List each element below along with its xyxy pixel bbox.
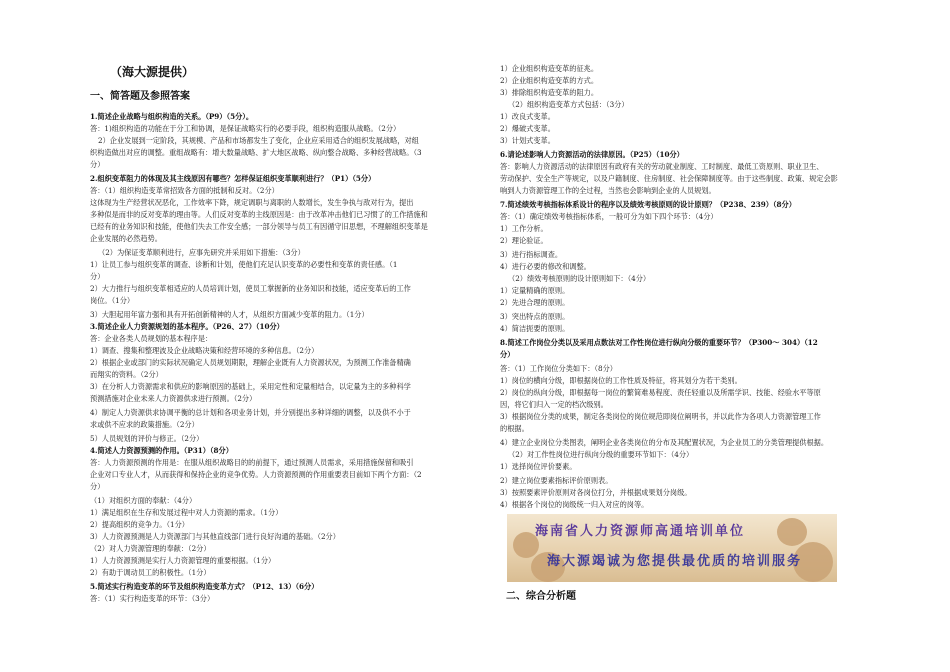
text-line: 分） (90, 272, 105, 281)
heading-line: 3.简述企业人力资源规划的基本程序。（P26、27）（10分） (90, 322, 284, 331)
text-line: 响到人力资源管理工作的全过程，当然也会影响到企业的人员规划。 (500, 186, 716, 195)
heading-line: 一、简答题及参照答案 (90, 91, 190, 102)
text-line: 而翔实的资料。（2分） (90, 370, 163, 379)
text-line: 分） (90, 160, 105, 169)
text-line: 2）理论验证。 (500, 236, 548, 245)
text-line: 这体现为生产经营状况恶化，工作效率下降，规定调职与离职的人数增长，发生争执与敌对行为，提出 (90, 198, 414, 207)
heading-line: （海大源提供） (110, 65, 195, 79)
text-line: 3）大胆起用年富力强和具有开拓创新精神的人才，从组织方面减少变革的阻力。（1分） (90, 310, 369, 319)
banner-line-1: 海南省人力资源师高通培训单位 (535, 524, 746, 539)
text-line: 2）岗位的纵向分级，即根据每一岗位的繁简难易程度、责任轻重以及所需学识、技能、经验水平等原 (500, 388, 821, 397)
text-line: 因，将它们归入一定的档次级别。 (500, 400, 608, 409)
text-line: 5）人员规划的评价与修正。（2分） (90, 434, 204, 443)
banner-line-2: 海大源竭诚为您提供最优质的培训服务 (547, 554, 803, 569)
text-line: 答：1)组织构造的功能在于分工和协调，是保证战略实行的必要手段，组织构造服从战略。（2分） (90, 124, 401, 133)
text-line: 的根据。 (500, 424, 529, 433)
text-line: 答：（1）组织构造变革常招致各方面的抵制和反对。（2分） (90, 186, 279, 195)
text-line: 4）根据各个岗位的岗级统一归入对应的岗等。 (500, 500, 649, 509)
text-line: 答：影响人力资源活动的法律原因有政府有关的劳动就业制度、工时制度、最低工资原则、职业卫生、 (500, 162, 824, 171)
text-line: 3）在分析人力资源需求和供应的影响原因的基础上，采用定性和定量相结合，以定量为主的多种科学 (90, 382, 411, 391)
text-line: 2）大力推行与组织变革相适应的人员培训计划，使员工掌握新的业务知识和技能，适应变革后的工作 (90, 284, 411, 293)
text-line: 劳动保护、安全生产等规定，以及户籍制度、住房制度、社会保障制度等。由于这些制度、政策、规定会影 (500, 174, 838, 183)
text-line: 4）简洁扼要的原则。 (500, 324, 570, 333)
text-line: 1）岗位的横向分级，即根据岗位的工作性质及特征，将其划分为若干类别。 (500, 376, 742, 385)
text-line: 答：企业各类人员规划的基本程序是： (90, 334, 213, 343)
text-line: 2）企业组织构造变革的方式。 (500, 76, 599, 85)
text-line: 3）人力资源预测是人力资源部门与其他直线部门进行良好沟通的基础。（2分） (90, 532, 340, 541)
promo-banner-image (507, 514, 837, 582)
text-line: 3）根据岗位分类的成果，制定各类岗位的岗位规范即岗位阐明书，并以此作为各项人力资源管理工作 (500, 412, 821, 421)
text-line: 2）根据企业或部门的实际状况确定人员规划期限，理解企业既有人力资源状况，为预测工作准备精确 (90, 358, 411, 367)
text-line: 2）爆破式变革。 (500, 124, 555, 133)
text-line: 3）排除组织构造变革的阻力。 (500, 88, 599, 97)
text-line: （2）对工作性岗位进行纵向分级的重要环节如下：（4分） (508, 450, 694, 459)
text-line: 答：（1）确定绩效考核指标体系，一般可分为如下四个环节：（4分） (500, 212, 718, 221)
text-line: 多种似是而非的反对变革的理由等。人们反对变革的主线原因是：由于改革冲击他们已习惯了的工作措施和 (90, 210, 428, 219)
heading-line: 7.简述绩效考核指标体系设计的程序以及绩效考核原则的设计原则？（P238、239）（8分） (500, 200, 796, 209)
text-line: 企业发展的必然趋势。 (90, 234, 162, 243)
text-line: 3）按照要素评价原则对各岗位打分，并根据成果划分岗级。 (500, 488, 692, 497)
text-line: 1）企业组织构造变革的征兆。 (500, 64, 599, 73)
text-line: 已经有的业务知识和技能，使他们失去工作安全感；一部分领导与员工有因循守旧思想，不理解组织变革是 (90, 222, 428, 231)
text-line: 1）改良式变革。 (500, 112, 555, 121)
text-line: 答：人力资源预测的作用是：在服从组织战略目的的前提下，通过预测人员需求，采用措施保留和吸引 (90, 458, 414, 467)
text-line: 分） (90, 482, 105, 491)
text-line: 织构造做出对应的调整。重组战略有：增大数量战略、扩大地区战略、纵向整合战略、多种经营战略。（3 (90, 148, 422, 157)
text-line: 答：（1）实行构造变革的环节：（3分） (90, 594, 215, 603)
text-line: 2）有助于调动员工的积极性。（1分） (90, 568, 211, 577)
text-line: 1）调查、搜集和整理波及企业战略决策和经营环境的多种信息。（2分） (90, 346, 319, 355)
text-line: 2）提高组织的竞争力。（1分） (90, 520, 189, 529)
text-line: 岗位。（1分） (90, 296, 135, 305)
text-line: 1）让员工参与组织变革的调查、诊断和计划，使他们充足认识变革的必要性和变革的责任感。（1 (90, 260, 398, 269)
heading-line: 分） (500, 350, 515, 359)
text-line: 1）定量精确的原则。 (500, 286, 570, 295)
heading-line: 2.组织变革阻力的体现及其主线原因有哪些？怎样保证组织变革顺利进行？（P1）（5分） (90, 174, 376, 183)
heading-line: 二、综合分析题 (506, 591, 576, 602)
text-line: （2）绩效考核原则的设计原则如下：（4分） (508, 274, 651, 283)
text-line: 1）选择岗位评价要素。 (500, 462, 577, 471)
teddy-bear-icon (777, 518, 807, 546)
text-line: （2）组织构造变革方式包括：（3分） (508, 100, 629, 109)
text-line: 3）计划式变革。 (500, 136, 555, 145)
text-line: 4）建立企业岗位分类图表，阐明企业各类岗位的分布及其配置状况，为企业员工的分类管理提供根据。 (500, 438, 829, 447)
heading-line: 8.简述工作岗位分类以及采用点数法对工作性岗位进行纵向分级的重要环节？（P300～ 304）（12 (500, 338, 818, 347)
text-line: 4）制定人力资源供求协调平衡的总计划和各项业务计划，并分别提出多种详细的调整，以及供不小于 (90, 408, 411, 417)
text-line: 2）建立岗位要素指标评价原则表。 (500, 476, 613, 485)
text-line: （2）对人力资源管理的奉献：（2分） (90, 544, 211, 553)
text-line: 企业对口专业人才，从而获得和保持企业的竞争优势。人力资源预测的作用重要表目前如下两个方面：（2 (90, 470, 422, 479)
text-line: 4）进行必要的修改和调整。 (500, 262, 591, 271)
text-line: 2）企业发展到一定阶段，其规模、产品和市场都发生了变化，企业应采用适合的组织发展战略，对组 (98, 136, 419, 145)
text-line: 1）人力资源预测是实行人力资源管理的重要根据。（1分） (90, 556, 276, 565)
text-line: 预测措施对企业未来人力资源供求进行预测。（2分） (90, 394, 257, 403)
text-line: （1）对组织方面的奉献：（4分） (90, 496, 197, 505)
text-line: 3）突出特点的原则。 (500, 312, 570, 321)
text-line: 3）进行指标调查。 (500, 250, 563, 259)
text-line: 答：（1）工作岗位分类如下：（8分） (500, 364, 617, 373)
text-line: 求或供不应求的政策措施。（2分） (90, 420, 199, 429)
heading-line: 6.请论述影响人力资源活动的法律原因。（P25）（10分） (500, 150, 684, 159)
text-line: 2）先进合理的原则。 (500, 298, 570, 307)
text-line: （2）为保证变革顺利进行，应事先研究并采用如下措施：（3分） (98, 248, 305, 257)
heading-line: 5.简述实行构造变革的环节及组织构造变革方式？（P12、13）（6分） (90, 582, 319, 591)
heading-line: 1.简述企业战略与组织构造的关系。（P9）（5分）。 (90, 112, 254, 121)
text-line: 1）满足组织在生存和发展过程中对人力资源的需求。（1分） (90, 508, 283, 517)
heading-line: 4.简述人力资源预测的作用。（P31）（8分） (90, 446, 233, 455)
text-line: 1）工作分析。 (500, 224, 548, 233)
